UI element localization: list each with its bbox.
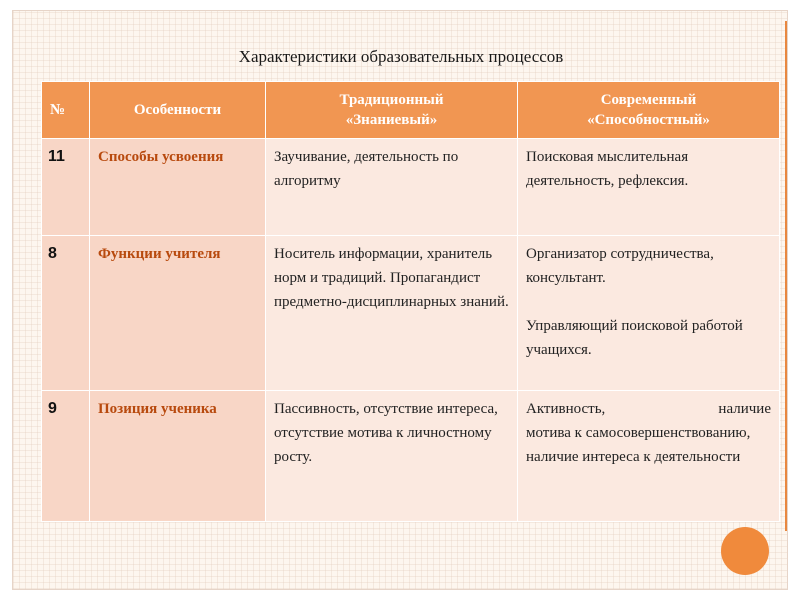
row-number: 11 (42, 139, 90, 236)
table-row (42, 139, 780, 236)
header-modern-line2: «Способностный» (587, 112, 710, 128)
row-traditional: Заучивание, деятельность по алгоритму (266, 139, 518, 236)
decorative-circle (721, 527, 769, 575)
header-number: № (42, 82, 90, 139)
header-modern (518, 82, 780, 139)
header-traditional (266, 82, 518, 139)
row-modern-first-line: Активность, наличие (526, 401, 771, 417)
table-header-row (42, 82, 780, 139)
row-number: 8 (42, 236, 90, 391)
row-traditional: Носитель информации, хранитель норм и традиций. Пропагандист предметно-дисциплинарных знаний. (266, 236, 518, 391)
header-traditional-line2: «Знаниевый» (345, 112, 438, 128)
slide-title: Характеристики образовательных процессов (238, 47, 564, 66)
header-traditional-line1: Традиционный (339, 92, 444, 108)
row-modern: Поисковая мыслительная деятельность, рефлексия. (518, 139, 780, 236)
table-row (42, 236, 780, 391)
header-modern-line1: Современный (600, 92, 697, 108)
row-number: 9 (42, 391, 90, 522)
decorative-line (785, 21, 787, 531)
comparison-table (41, 81, 780, 522)
slide (12, 10, 788, 590)
row-modern (518, 391, 780, 522)
row-modern (518, 236, 780, 391)
header-features: Особенности (90, 82, 266, 139)
row-modern-text: Организатор сотрудничества, консультант. (526, 246, 714, 286)
row-traditional: Пассивность, отсутствие интереса, отсутствие мотива к личностному росту. (266, 391, 518, 522)
row-feature: Позиция ученика (90, 391, 266, 522)
row-modern-text: мотива к самосовершенствованию, наличие интереса к деятельности (526, 425, 751, 465)
row-feature: Способы усвоения (90, 139, 266, 236)
table-row (42, 391, 780, 522)
row-modern-extra: Управляющий поисковой работой учащихся. (526, 318, 743, 358)
row-feature: Функции учителя (90, 236, 266, 391)
